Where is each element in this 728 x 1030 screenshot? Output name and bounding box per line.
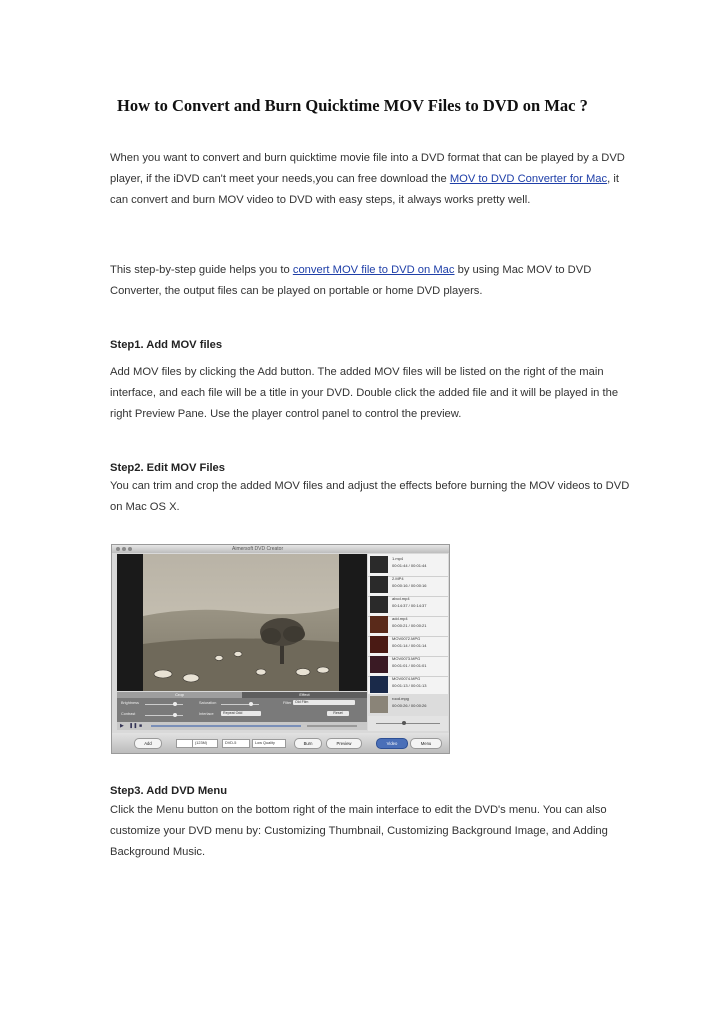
thumbnail	[370, 636, 388, 653]
seek-bar[interactable]	[151, 725, 301, 727]
intro-text-end: , it can convert and burn MOV video to DVD with easy steps, it always works pretty well.	[110, 173, 619, 206]
step1-heading: Step1. Add MOV files	[110, 339, 223, 351]
thumbnail	[370, 616, 388, 633]
file-duration: 00:01:01 / 00:01:01	[392, 663, 427, 668]
guide-text-end: by using Mac MOV to DVD Converter, the output files can be played on portable or home DVD players.	[110, 264, 592, 297]
thumbnail	[370, 696, 388, 713]
filter-select[interactable]: Old Film	[293, 700, 355, 705]
step1-body: Add MOV files by clicking the Add button. The added MOV files will be listed on the right of the main interface, and each file will be a title in your DVD. Double click the added file and it will be played in the right Preview Pane. Use the player control panel to control the preview.	[110, 366, 619, 420]
menu-button[interactable]: Menu	[410, 738, 442, 749]
file-list[interactable]	[368, 554, 448, 714]
file-name: add.mp4	[392, 616, 408, 621]
thumbnail	[370, 576, 388, 593]
preview-pane	[117, 554, 367, 691]
quality-select[interactable]: Low Quality	[252, 739, 286, 748]
thumbnail	[370, 656, 388, 673]
file-duration: 00:00:16 / 00:00:16	[392, 583, 427, 588]
file-name: abcd.mp4	[392, 596, 410, 601]
step2-heading: Step2. Edit MOV Files	[110, 462, 226, 474]
intro-paragraph	[110, 148, 640, 211]
intro-text-start: When you want to convert and burn quicktime movie file into a DVD format that can be played by a DVD player, if the iDVD can't meet your needs,you can free download the	[110, 152, 625, 185]
list-item-selected[interactable]	[368, 694, 448, 717]
convert-mov-link[interactable]: convert MOV file to DVD on Mac	[292, 264, 455, 276]
file-duration: 00:00:21 / 00:00:21	[392, 623, 427, 628]
file-duration: 00:01:14 / 00:01:14	[392, 643, 427, 648]
reset-button[interactable]: Reset	[327, 711, 349, 716]
minimize-icon	[122, 547, 126, 551]
file-name: rood.mpg	[392, 696, 409, 701]
thumbnail	[370, 556, 388, 573]
thumbnail-size-slider[interactable]	[376, 723, 440, 724]
interlace-label: Interlace	[199, 712, 214, 716]
zoom-icon	[128, 547, 132, 551]
app-screenshot	[111, 544, 450, 754]
file-duration: 00:01:13 / 00:01:13	[392, 683, 427, 688]
dvd-type-select[interactable]: DVD-5	[222, 739, 250, 748]
add-button[interactable]: Add	[134, 738, 162, 749]
play-icon[interactable]: ▶	[120, 723, 124, 729]
volume-slider[interactable]	[307, 725, 357, 727]
file-duration: 00:01:44 / 00:01:44	[392, 563, 427, 568]
video-frame	[143, 554, 339, 691]
tab-effect[interactable]: Effect	[242, 692, 367, 698]
preview-button[interactable]: Preview	[326, 738, 362, 749]
interlace-select[interactable]: Repeat Odd	[221, 711, 261, 716]
contrast-knob[interactable]	[173, 713, 177, 717]
stop-icon[interactable]: ■	[139, 723, 143, 729]
window-titlebar	[112, 545, 449, 553]
close-icon	[116, 547, 120, 551]
pause-icon[interactable]: ❚❚	[129, 723, 138, 729]
saturation-label: Saturation	[199, 701, 217, 705]
thumbnail	[370, 676, 388, 693]
tab-crop[interactable]: Crop	[117, 692, 242, 698]
thumbnail	[370, 596, 388, 613]
guide-text-start: This step-by-step guide helps you to	[110, 264, 293, 276]
file-duration: 00:14:37 / 00:14:37	[392, 603, 427, 608]
thumbnail-size-control	[368, 716, 448, 731]
saturation-slider[interactable]	[221, 704, 259, 705]
burn-button[interactable]: Burn	[294, 738, 322, 749]
file-name: 1.mp4	[392, 556, 404, 561]
brightness-label: Brightness	[121, 701, 139, 705]
brightness-knob[interactable]	[173, 702, 177, 706]
brightness-slider[interactable]	[145, 704, 183, 705]
step3-body: Click the Menu button on the bottom right of the main interface to edit the DVD's menu. You can also customize your DVD menu by: Customizing Thumbnail, Customizing Background Image, and Adding Background Music.	[110, 804, 608, 858]
file-name: MOV0073.MPG	[392, 656, 421, 661]
effect-controls	[117, 698, 367, 722]
step2-body: You can trim and crop the added MOV files and adjust the effects before burning the MOV videos to DVD on Mac OS X.	[110, 480, 630, 513]
saturation-knob[interactable]	[249, 702, 253, 706]
filter-label: Filter	[283, 701, 292, 705]
window-title: Aimersoft DVD Creator	[232, 546, 284, 552]
guide-paragraph	[110, 260, 640, 302]
file-name: MOV0072.MPG	[392, 636, 421, 641]
video-button[interactable]: Video	[376, 738, 408, 749]
bottom-toolbar	[112, 733, 449, 753]
thumbnail-size-knob[interactable]	[402, 721, 406, 725]
file-name: MOV0074.MPG	[392, 676, 421, 681]
page-title: How to Convert and Burn Quicktime MOV Files to DVD on Mac ?	[117, 96, 588, 115]
file-duration: 00:00:26 / 00:00:26	[392, 703, 427, 708]
player-controls	[117, 722, 367, 730]
size-label: (123M)	[192, 739, 218, 748]
file-name: 2.MP4	[392, 576, 404, 581]
contrast-slider[interactable]	[145, 715, 183, 716]
step3-heading: Step3. Add DVD Menu	[110, 785, 228, 797]
contrast-label: Contrast	[121, 712, 136, 716]
mov-to-dvd-converter-link[interactable]: MOV to DVD Converter for Mac	[449, 173, 608, 185]
